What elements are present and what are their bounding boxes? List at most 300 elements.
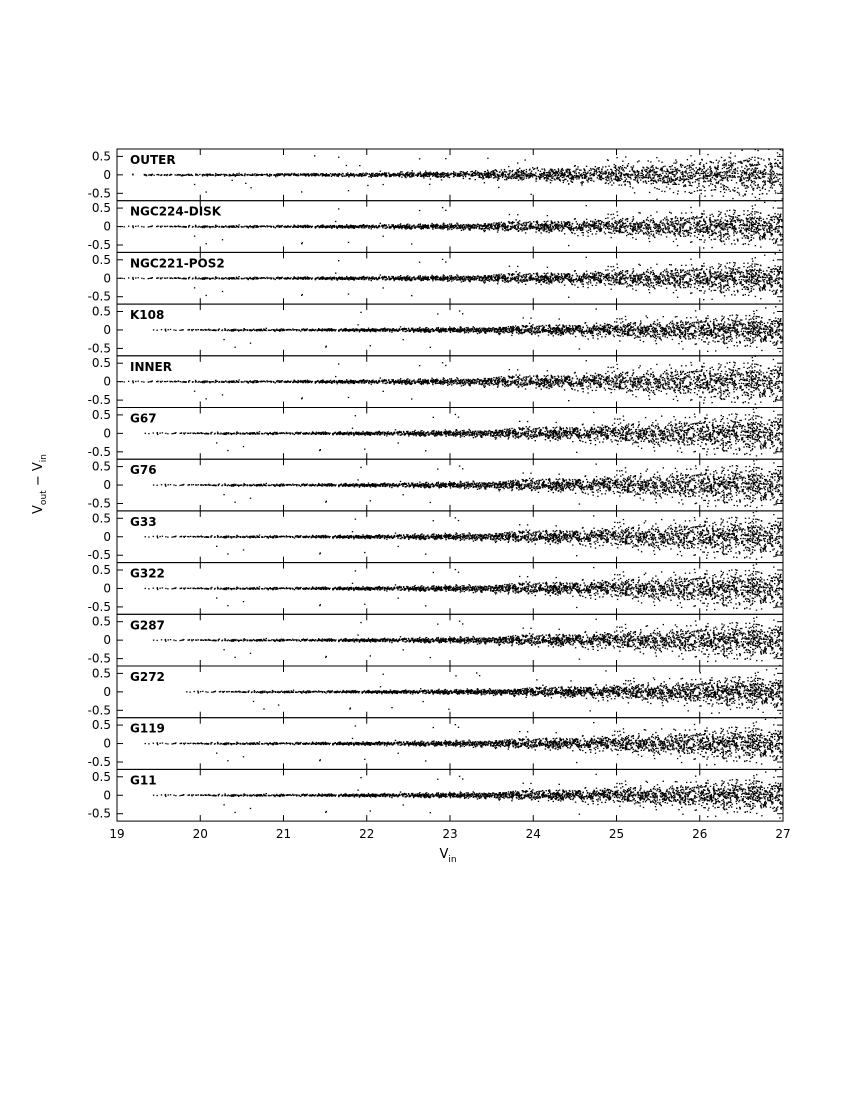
data-point bbox=[523, 177, 524, 178]
data-point bbox=[757, 172, 758, 173]
data-point bbox=[354, 175, 355, 176]
data-point bbox=[561, 169, 562, 170]
data-point bbox=[520, 172, 521, 173]
data-point bbox=[643, 232, 644, 233]
data-point bbox=[483, 178, 484, 179]
data-point bbox=[735, 169, 736, 170]
data-point bbox=[600, 230, 601, 231]
data-point bbox=[672, 224, 673, 225]
data-point bbox=[721, 227, 722, 228]
data-point bbox=[724, 188, 725, 189]
data-point bbox=[573, 229, 574, 230]
data-point bbox=[689, 192, 690, 193]
data-point bbox=[493, 224, 494, 225]
data-point bbox=[531, 171, 532, 172]
data-point bbox=[673, 163, 674, 164]
data-point bbox=[554, 173, 555, 174]
data-point bbox=[698, 180, 699, 181]
data-point bbox=[540, 171, 541, 172]
data-point bbox=[468, 225, 469, 226]
data-point bbox=[768, 177, 769, 178]
data-point bbox=[701, 193, 702, 194]
data-point bbox=[768, 158, 769, 159]
data-point bbox=[744, 179, 745, 180]
data-point bbox=[443, 173, 444, 174]
data-point bbox=[509, 172, 510, 173]
data-point bbox=[757, 168, 758, 169]
data-point bbox=[520, 224, 521, 225]
data-point bbox=[199, 174, 200, 175]
data-point bbox=[401, 177, 402, 178]
data-point bbox=[667, 220, 668, 221]
data-point bbox=[738, 227, 739, 228]
data-point bbox=[611, 227, 612, 228]
data-point bbox=[558, 168, 559, 169]
data-point bbox=[622, 224, 623, 225]
data-point bbox=[634, 192, 635, 193]
data-point bbox=[733, 210, 734, 211]
data-point bbox=[558, 226, 559, 227]
data-point bbox=[574, 175, 575, 176]
data-point bbox=[771, 179, 772, 180]
data-point bbox=[607, 169, 608, 170]
data-point bbox=[561, 221, 562, 222]
data-point bbox=[325, 227, 326, 228]
data-point bbox=[428, 225, 429, 226]
data-point bbox=[479, 226, 480, 227]
data-point bbox=[671, 178, 672, 179]
data-point bbox=[659, 180, 660, 181]
data-point bbox=[546, 224, 547, 225]
data-point bbox=[649, 192, 650, 193]
data-point bbox=[672, 225, 673, 226]
data-point bbox=[608, 179, 609, 180]
data-point bbox=[605, 233, 606, 234]
data-point bbox=[780, 219, 781, 220]
data-point bbox=[519, 174, 520, 175]
data-point bbox=[697, 178, 698, 179]
data-point bbox=[552, 176, 553, 177]
data-point bbox=[694, 191, 695, 192]
data-point bbox=[464, 226, 465, 227]
data-point bbox=[774, 159, 775, 160]
data-point bbox=[442, 227, 443, 228]
data-point bbox=[739, 231, 740, 232]
data-point bbox=[548, 178, 549, 179]
data-point bbox=[617, 215, 618, 216]
data-point bbox=[529, 226, 530, 227]
data-point bbox=[170, 174, 171, 175]
data-point bbox=[608, 232, 609, 233]
data-point bbox=[449, 177, 450, 178]
data-point bbox=[632, 234, 633, 235]
data-point bbox=[204, 175, 205, 176]
data-point bbox=[668, 184, 669, 185]
data-point bbox=[746, 173, 747, 174]
data-point bbox=[695, 217, 696, 218]
data-point bbox=[526, 176, 527, 177]
data-point bbox=[577, 169, 578, 170]
data-point bbox=[699, 175, 700, 176]
data-point bbox=[544, 177, 545, 178]
data-point bbox=[669, 178, 670, 179]
data-point bbox=[654, 187, 655, 188]
data-point bbox=[420, 171, 421, 172]
data-point bbox=[616, 176, 617, 177]
data-point bbox=[536, 229, 537, 230]
data-point bbox=[583, 232, 584, 233]
data-point bbox=[738, 161, 739, 162]
data-point bbox=[636, 231, 637, 232]
data-point bbox=[751, 224, 752, 225]
data-point bbox=[764, 221, 765, 222]
data-point bbox=[648, 181, 649, 182]
data-point bbox=[668, 230, 669, 231]
data-point bbox=[517, 162, 518, 163]
data-point bbox=[746, 185, 747, 186]
data-point bbox=[660, 178, 661, 179]
data-point bbox=[635, 224, 636, 225]
data-point bbox=[760, 229, 761, 230]
data-point bbox=[697, 237, 698, 238]
data-point bbox=[327, 175, 328, 176]
data-point bbox=[645, 181, 646, 182]
data-point bbox=[722, 184, 723, 185]
data-point bbox=[766, 193, 767, 194]
data-point bbox=[764, 165, 765, 166]
data-point bbox=[362, 174, 363, 175]
data-point bbox=[701, 159, 702, 160]
data-point bbox=[450, 225, 451, 226]
data-point bbox=[516, 176, 517, 177]
data-point bbox=[725, 177, 726, 178]
data-point bbox=[605, 218, 606, 219]
data-point bbox=[477, 174, 478, 175]
data-point bbox=[604, 232, 605, 233]
data-point bbox=[212, 226, 213, 227]
data-point bbox=[696, 167, 697, 168]
data-point bbox=[703, 224, 704, 225]
data-point bbox=[660, 221, 661, 222]
data-point bbox=[507, 227, 508, 228]
data-point bbox=[586, 180, 587, 181]
data-point bbox=[371, 226, 372, 227]
data-point bbox=[376, 226, 377, 227]
data-point bbox=[728, 165, 729, 166]
data-point bbox=[518, 223, 519, 224]
data-point bbox=[493, 175, 494, 176]
data-point bbox=[456, 227, 457, 228]
data-point bbox=[219, 226, 220, 227]
data-point bbox=[646, 174, 647, 175]
data-point bbox=[409, 175, 410, 176]
data-point bbox=[658, 189, 659, 190]
data-point bbox=[599, 167, 600, 168]
data-point bbox=[525, 159, 526, 160]
data-point bbox=[685, 184, 686, 185]
data-point bbox=[740, 230, 741, 231]
data-point bbox=[763, 159, 764, 160]
data-point bbox=[383, 184, 384, 185]
data-point bbox=[560, 225, 561, 226]
data-point bbox=[762, 181, 763, 182]
data-point bbox=[585, 177, 586, 178]
data-point bbox=[425, 174, 426, 175]
data-point bbox=[754, 213, 755, 214]
data-point bbox=[767, 180, 768, 181]
data-point bbox=[781, 168, 782, 169]
data-point bbox=[620, 178, 621, 179]
data-point bbox=[588, 230, 589, 231]
data-point bbox=[427, 226, 428, 227]
data-point bbox=[691, 167, 692, 168]
data-point bbox=[334, 227, 335, 228]
data-point bbox=[358, 175, 359, 176]
data-point bbox=[773, 229, 774, 230]
data-point bbox=[593, 181, 594, 182]
data-point bbox=[283, 174, 284, 175]
data-point bbox=[638, 173, 639, 174]
data-point bbox=[551, 178, 552, 179]
data-point bbox=[505, 176, 506, 177]
data-point bbox=[675, 163, 676, 164]
data-point bbox=[223, 226, 224, 227]
data-point bbox=[532, 176, 533, 177]
data-point bbox=[698, 178, 699, 179]
data-point bbox=[708, 180, 709, 181]
data-point bbox=[644, 170, 645, 171]
data-point bbox=[354, 228, 355, 229]
data-point bbox=[752, 206, 753, 207]
data-point bbox=[704, 190, 705, 191]
data-point bbox=[693, 168, 694, 169]
data-point bbox=[714, 229, 715, 230]
data-point bbox=[254, 225, 255, 226]
data-point bbox=[475, 179, 476, 180]
data-point bbox=[675, 180, 676, 181]
data-point bbox=[752, 214, 753, 215]
data-point bbox=[691, 169, 692, 170]
data-point bbox=[569, 172, 570, 173]
data-point bbox=[192, 175, 193, 176]
data-point bbox=[176, 226, 177, 227]
data-point bbox=[734, 190, 735, 191]
data-point bbox=[759, 216, 760, 217]
data-point bbox=[778, 219, 779, 220]
data-point bbox=[720, 219, 721, 220]
data-point bbox=[633, 179, 634, 180]
data-point bbox=[724, 164, 725, 165]
data-point bbox=[321, 173, 322, 174]
data-point bbox=[565, 174, 566, 175]
data-point bbox=[402, 225, 403, 226]
data-point bbox=[569, 174, 570, 175]
data-point bbox=[677, 245, 678, 246]
data-point bbox=[400, 174, 401, 175]
data-point bbox=[399, 173, 400, 174]
data-point bbox=[777, 160, 778, 161]
data-point bbox=[715, 174, 716, 175]
data-point bbox=[440, 227, 441, 228]
data-point bbox=[670, 182, 671, 183]
data-point bbox=[611, 185, 612, 186]
data-point bbox=[655, 230, 656, 231]
data-point bbox=[544, 174, 545, 175]
data-point bbox=[759, 229, 760, 230]
data-point bbox=[616, 211, 617, 212]
data-point bbox=[703, 172, 704, 173]
data-point bbox=[537, 168, 538, 169]
data-point bbox=[671, 231, 672, 232]
data-point bbox=[337, 176, 338, 177]
data-point bbox=[427, 176, 428, 177]
data-point bbox=[775, 241, 776, 242]
data-point bbox=[649, 235, 650, 236]
data-point bbox=[725, 220, 726, 221]
data-point bbox=[689, 182, 690, 183]
data-point bbox=[760, 239, 761, 240]
data-point bbox=[575, 227, 576, 228]
data-point bbox=[298, 225, 299, 226]
data-point bbox=[518, 224, 519, 225]
data-point bbox=[475, 175, 476, 176]
data-point bbox=[446, 173, 447, 174]
data-point bbox=[346, 224, 347, 225]
data-point bbox=[778, 227, 779, 228]
data-point bbox=[719, 239, 720, 240]
data-point bbox=[677, 179, 678, 180]
data-point bbox=[206, 243, 207, 244]
data-point bbox=[719, 226, 720, 227]
data-point bbox=[726, 175, 727, 176]
data-point bbox=[216, 174, 217, 175]
data-point bbox=[651, 183, 652, 184]
data-point bbox=[597, 177, 598, 178]
data-point bbox=[720, 221, 721, 222]
data-point bbox=[354, 226, 355, 227]
data-point bbox=[761, 158, 762, 159]
data-point bbox=[714, 224, 715, 225]
data-point bbox=[746, 191, 747, 192]
data-point bbox=[673, 226, 674, 227]
data-point bbox=[566, 171, 567, 172]
data-point bbox=[688, 220, 689, 221]
data-point bbox=[780, 214, 781, 215]
data-point bbox=[634, 174, 635, 175]
data-point bbox=[727, 177, 728, 178]
data-point bbox=[669, 225, 670, 226]
data-point bbox=[310, 174, 311, 175]
data-point bbox=[595, 233, 596, 234]
data-point bbox=[737, 240, 738, 241]
data-point bbox=[418, 173, 419, 174]
data-point bbox=[156, 226, 157, 227]
data-point bbox=[718, 214, 719, 215]
data-point bbox=[759, 198, 760, 199]
data-point bbox=[567, 175, 568, 176]
data-point bbox=[506, 178, 507, 179]
data-point bbox=[735, 222, 736, 223]
data-point bbox=[535, 181, 536, 182]
data-point bbox=[768, 164, 769, 165]
data-point bbox=[655, 227, 656, 228]
data-point bbox=[490, 173, 491, 174]
data-point bbox=[194, 184, 195, 185]
data-point bbox=[601, 221, 602, 222]
data-point bbox=[512, 227, 513, 228]
data-point bbox=[394, 228, 395, 229]
data-point bbox=[693, 225, 694, 226]
data-point bbox=[494, 226, 495, 227]
data-point bbox=[605, 228, 606, 229]
data-point bbox=[458, 174, 459, 175]
data-point bbox=[638, 160, 639, 161]
data-point bbox=[680, 180, 681, 181]
data-point bbox=[670, 169, 671, 170]
data-point bbox=[561, 223, 562, 224]
data-point bbox=[694, 161, 695, 162]
data-point bbox=[597, 167, 598, 168]
data-point bbox=[330, 173, 331, 174]
data-point bbox=[523, 171, 524, 172]
data-point bbox=[260, 174, 261, 175]
data-point bbox=[586, 166, 587, 167]
data-point bbox=[663, 232, 664, 233]
data-point bbox=[675, 159, 676, 160]
data-point bbox=[512, 174, 513, 175]
data-point bbox=[232, 180, 233, 181]
data-point bbox=[572, 175, 573, 176]
data-point bbox=[646, 223, 647, 224]
data-point bbox=[392, 225, 393, 226]
data-point bbox=[720, 240, 721, 241]
data-point bbox=[475, 170, 476, 171]
data-point bbox=[497, 180, 498, 181]
data-point bbox=[743, 214, 744, 215]
data-point bbox=[399, 227, 400, 228]
data-point bbox=[138, 225, 139, 226]
data-point bbox=[264, 226, 265, 227]
data-point bbox=[676, 170, 677, 171]
data-point bbox=[618, 178, 619, 179]
data-point bbox=[725, 164, 726, 165]
data-point bbox=[411, 174, 412, 175]
data-point bbox=[732, 198, 733, 199]
data-point bbox=[603, 222, 604, 223]
data-point bbox=[739, 181, 740, 182]
data-point bbox=[752, 193, 753, 194]
data-point bbox=[675, 170, 676, 171]
data-point bbox=[254, 174, 255, 175]
data-point bbox=[314, 155, 315, 156]
data-point bbox=[630, 184, 631, 185]
data-point bbox=[743, 244, 744, 245]
data-point bbox=[411, 243, 412, 244]
data-point bbox=[690, 193, 691, 194]
data-point bbox=[484, 225, 485, 226]
data-point bbox=[665, 228, 666, 229]
data-point bbox=[713, 162, 714, 163]
data-point bbox=[703, 219, 704, 220]
data-point bbox=[531, 223, 532, 224]
data-point bbox=[561, 171, 562, 172]
data-point bbox=[593, 175, 594, 176]
data-point bbox=[657, 176, 658, 177]
data-point bbox=[463, 176, 464, 177]
data-point bbox=[195, 174, 196, 175]
data-point bbox=[441, 176, 442, 177]
data-point bbox=[634, 226, 635, 227]
